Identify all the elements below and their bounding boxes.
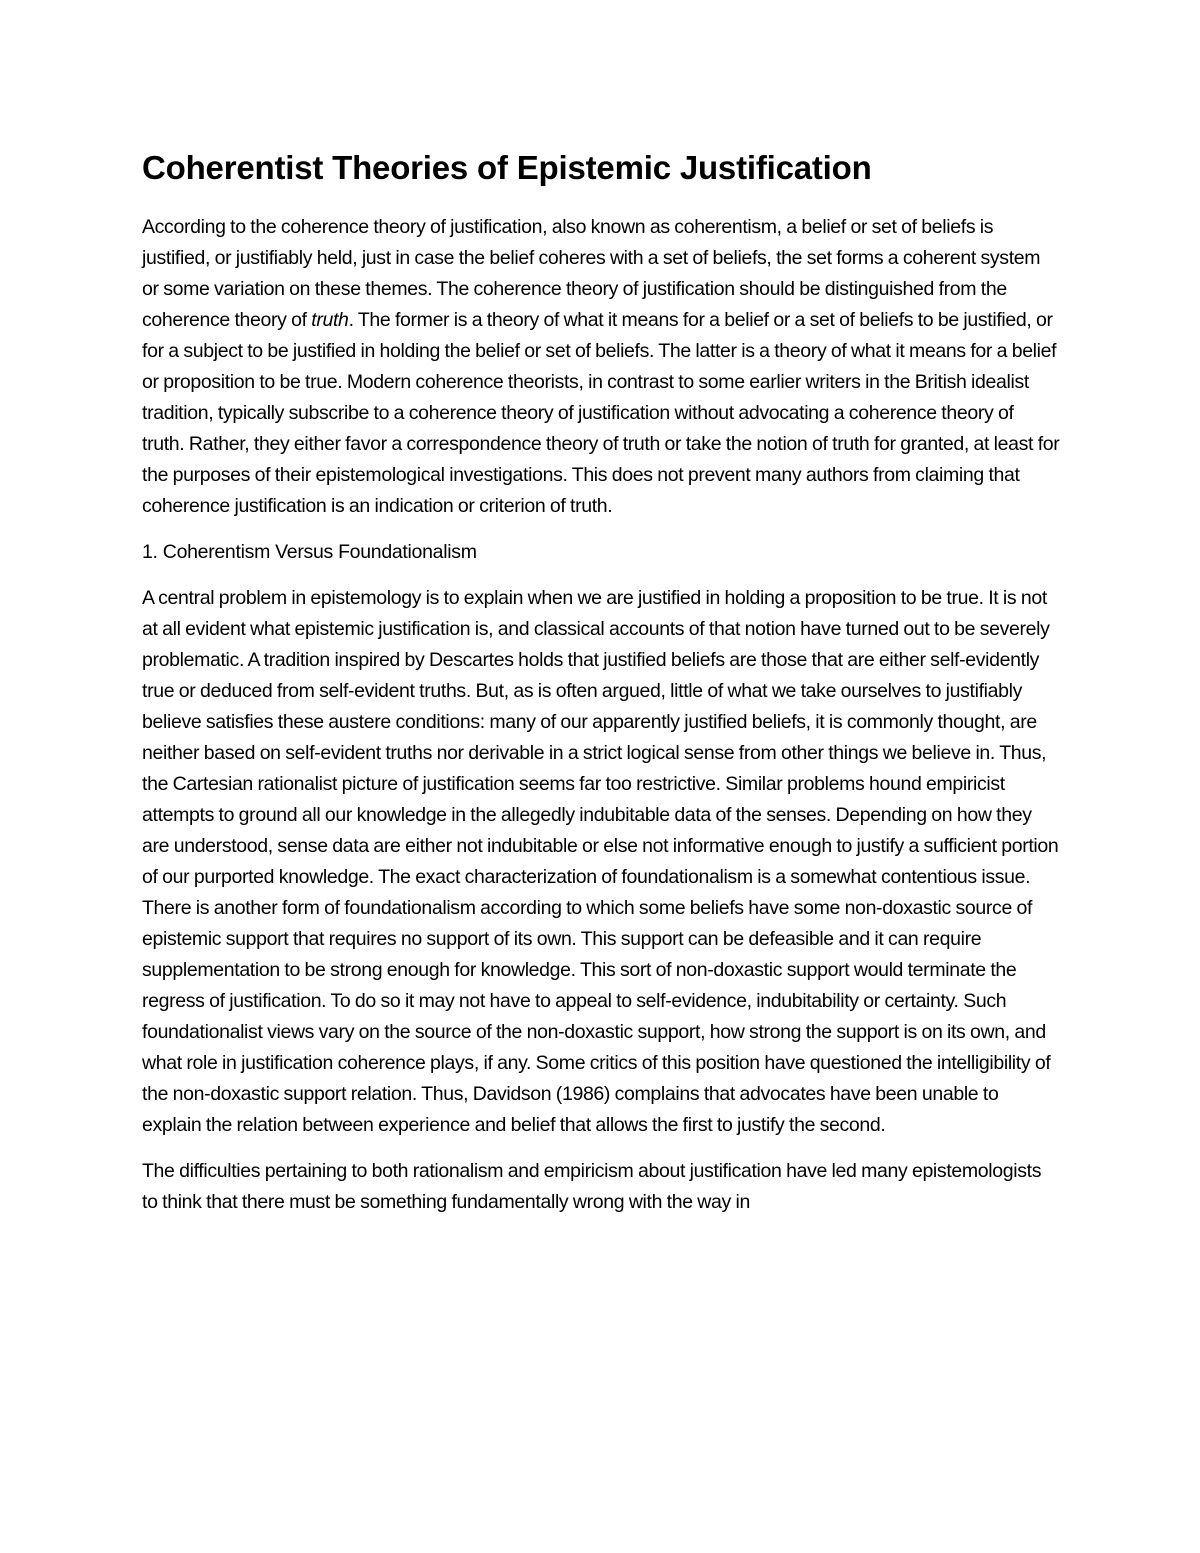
paragraph-foundationalism: A central problem in epistemology is to explain when we are justified in holding a proposition to be true. It is not at all evident what epistemic justification is, and classical accounts of that notion have turned out to be severely problematic. A tradition inspired by Descartes holds that justified beliefs are those that are either self-evidently true or deduced from self-evident truths. But, as is often argued, little of what we take ourselves to justifiably believe satisfies these austere conditions: many of our apparently justified beliefs, it is commonly thought, are neither based on self-evident truths nor derivable in a strict logical sense from other things we believe in. Thus, the Cartesian rationalist picture of justification seems far too restrictive. Similar problems hound empiricist attempts to ground all our knowledge in the allegedly indubitable data of the senses. Depending on how they are understood, sense data are either not indubitable or else not informative enough to justify a sufficient portion of our purported knowledge. The exact characterization of foundationalism is a somewhat contentious issue. There is another form of foundationalism according to which some beliefs have some non-doxastic source of epistemic support that requires no support of its own. This support can be defeasible and it can require supplementation to be strong enough for knowledge. This sort of non-doxastic support would terminate the regress of justification. To do so it may not have to appeal to self-evidence, indubitability or certainty. Such foundationalist views vary on the source of the non-doxastic support, how strong the support is on its own, and what role in justification coherence plays, if any. Some critics of this position have questioned the intelligibility of the non-doxastic support relation. Thus, Davidson (1986) complains that advocates have been unable to explain the relation between experience and belief that allows the first to justify the second.	[142, 587, 1059, 1136]
intro-paragraph	[142, 212, 1060, 522]
document-body	[142, 140, 1060, 1233]
document-title: Coherentist Theories of Epistemic Justification	[142, 149, 872, 186]
intro-text-start: According to the coherence theory of justification, also known as coherentism, a belief or set of beliefs is justified, or justifiably held, just in case the belief coheres with a set of beliefs, the set forms a coherent system or some variation on these themes. The coherence theory of justification should be distinguished from the coherence theory of	[142, 216, 1041, 331]
paragraph-difficulties: The difficulties pertaining to both rationalism and empiricism about justification have led many epistemologists to think that there must be something fundamentally wrong with the way in	[142, 1160, 1042, 1213]
intro-italic-term: truth	[311, 309, 349, 331]
intro-text-end: . The former is a theory of what it means for a belief or a set of beliefs to be justified, or for a subject to be justified in holding the belief or set of beliefs. The latter is a theory of what it means for a belief or proposition to be true. Modern coherence theorists, in contrast to some earlier writers in the British idealist tradition, typically subscribe to a coherence theory of justification without advocating a coherence theory of truth. Rather, they either favor a correspondence theory of truth or take the notion of truth for granted, at least for the purposes of their epistemological investigations. This does not prevent many authors from claiming that coherence justification is an indication or criterion of truth.	[142, 309, 1060, 517]
section-heading: 1. Coherentism Versus Foundationalism	[142, 541, 477, 563]
